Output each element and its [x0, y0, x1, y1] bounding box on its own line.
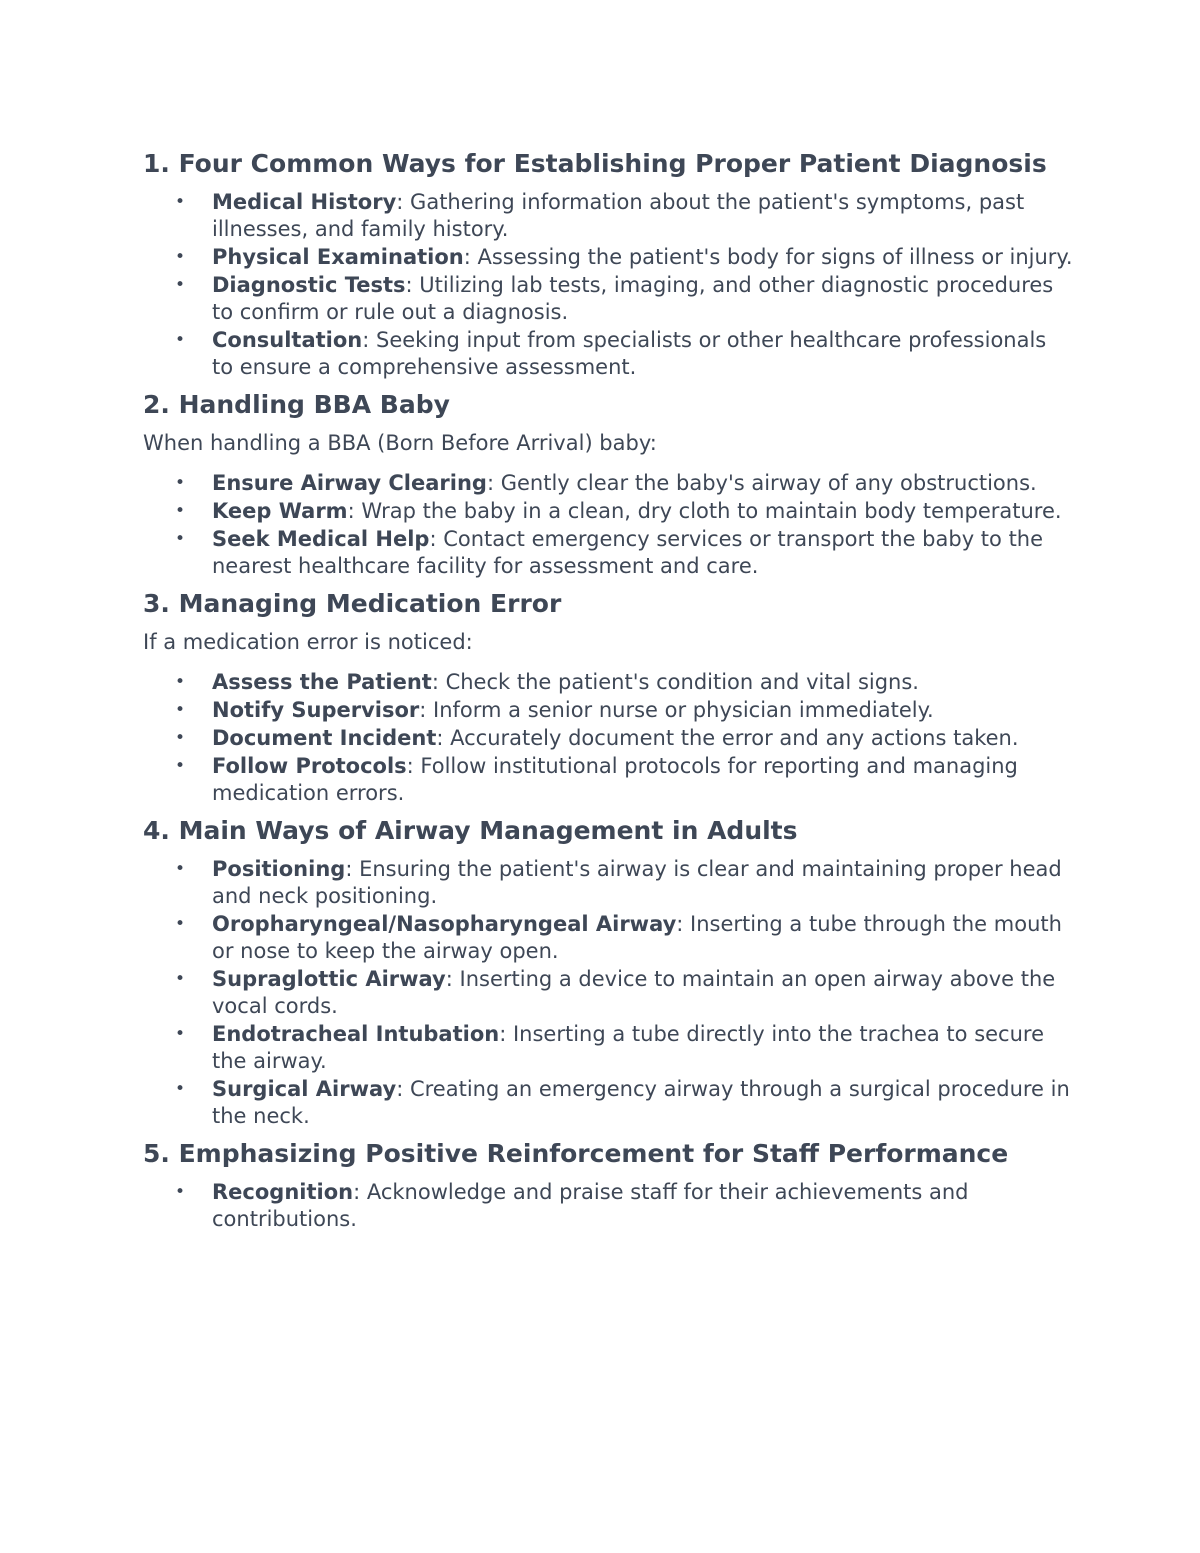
document-page — [143, 145, 1073, 1238]
list-item — [143, 911, 1073, 965]
item-term: Positioning — [212, 857, 346, 881]
item-description: : Gently clear the baby's airway of any obstructions. — [486, 471, 1037, 495]
item-description: : Assessing the patient's body for signs of illness or injury. — [463, 245, 1073, 269]
section-patient-diagnosis — [143, 145, 1073, 381]
section-medication-error — [143, 585, 1073, 807]
section-bba-baby — [143, 386, 1073, 580]
bullet-icon: • — [175, 529, 186, 549]
bullet-list — [143, 856, 1073, 1130]
section-airway-management — [143, 812, 1073, 1130]
item-term: Oropharyngeal/Nasopharyngeal Airway — [212, 912, 677, 936]
item-term: Surgical Airway — [212, 1077, 397, 1101]
item-term: Endotracheal Intubation — [212, 1022, 500, 1046]
item-description: : Utilizing lab tests, imaging, and other diagnostic procedures to confirm or rule out a diagnosis. — [212, 273, 1054, 324]
list-item — [143, 244, 1073, 271]
bullet-icon: • — [175, 914, 186, 934]
bullet-icon: • — [175, 275, 186, 295]
bullet-icon: • — [175, 330, 186, 350]
item-description: : Inserting a device to maintain an open airway above the vocal cords. — [212, 967, 1056, 1018]
bullet-list — [143, 669, 1073, 807]
list-item — [143, 753, 1073, 807]
item-description: : Contact emergency services or transport the baby to the nearest healthcare facility for assessment and care. — [212, 527, 1044, 578]
item-term: Keep Warm — [212, 499, 348, 523]
bullet-icon: • — [175, 473, 186, 493]
list-item — [143, 1179, 1073, 1233]
bullet-icon: • — [175, 1024, 186, 1044]
bullet-icon: • — [175, 1182, 186, 1202]
list-item — [143, 669, 1073, 696]
bullet-icon: • — [175, 700, 186, 720]
bullet-icon: • — [175, 192, 186, 212]
list-item — [143, 1021, 1073, 1075]
list-item — [143, 1076, 1073, 1130]
item-term: Ensure Airway Clearing — [212, 471, 487, 495]
list-item — [143, 470, 1073, 497]
item-term: Diagnostic Tests — [212, 273, 406, 297]
item-term: Supraglottic Airway — [212, 967, 446, 991]
item-term: Medical History — [212, 190, 397, 214]
item-description: : Check the patient's condition and vital signs. — [431, 670, 919, 694]
section-heading: 5. Emphasizing Positive Reinforcement for Staff Performance — [143, 1139, 1009, 1168]
section-heading: 1. Four Common Ways for Establishing Proper Patient Diagnosis — [143, 149, 1047, 178]
bullet-icon: • — [175, 969, 186, 989]
item-description: : Seeking input from specialists or other healthcare professionals to ensure a comprehensive assessment. — [212, 328, 1047, 379]
bullet-icon: • — [175, 247, 186, 267]
list-item — [143, 272, 1073, 326]
item-term: Physical Examination — [212, 245, 464, 269]
item-term: Notify Supervisor — [212, 698, 420, 722]
bullet-list — [143, 1179, 1073, 1233]
item-description: : Wrap the baby in a clean, dry cloth to maintain body temperature. — [347, 499, 1062, 523]
item-description: : Acknowledge and praise staff for their achievements and contributions. — [212, 1180, 969, 1231]
list-item — [143, 697, 1073, 724]
list-item — [143, 526, 1073, 580]
item-term: Consultation — [212, 328, 363, 352]
list-item — [143, 966, 1073, 1020]
bullet-list — [143, 189, 1073, 381]
section-heading: 4. Main Ways of Airway Management in Adults — [143, 816, 798, 845]
item-description: : Inserting a tube through the mouth or nose to keep the airway open. — [212, 912, 1062, 963]
section-intro: If a medication error is noticed: — [143, 630, 473, 654]
section-heading: 2. Handling BBA Baby — [143, 390, 450, 419]
list-item — [143, 189, 1073, 243]
bullet-icon: • — [175, 501, 186, 521]
bullet-icon: • — [175, 756, 186, 776]
list-item — [143, 725, 1073, 752]
item-description: : Accurately document the error and any actions taken. — [436, 726, 1019, 750]
section-positive-reinforcement — [143, 1135, 1073, 1233]
bullet-icon: • — [175, 728, 186, 748]
list-item — [143, 498, 1073, 525]
section-intro: When handling a BBA (Born Before Arrival) baby: — [143, 431, 657, 455]
bullet-icon: • — [175, 672, 186, 692]
bullet-list — [143, 470, 1073, 580]
item-description: : Creating an emergency airway through a surgical procedure in the neck. — [212, 1077, 1070, 1128]
bullet-icon: • — [175, 859, 186, 879]
item-description: : Inserting a tube directly into the trachea to secure the airway. — [212, 1022, 1044, 1073]
item-term: Document Incident — [212, 726, 437, 750]
item-description: : Ensuring the patient's airway is clear and maintaining proper head and neck positioning. — [212, 857, 1062, 908]
bullet-icon: • — [175, 1079, 186, 1099]
item-description: : Follow institutional protocols for reporting and managing medication errors. — [212, 754, 1018, 805]
section-heading: 3. Managing Medication Error — [143, 589, 562, 618]
item-description: : Inform a senior nurse or physician immediately. — [419, 698, 934, 722]
item-term: Recognition — [212, 1180, 354, 1204]
item-term: Seek Medical Help — [212, 527, 430, 551]
item-term: Follow Protocols — [212, 754, 407, 778]
item-description: : Gathering information about the patient's symptoms, past illnesses, and family history. — [212, 190, 1025, 241]
list-item — [143, 327, 1073, 381]
item-term: Assess the Patient — [212, 670, 432, 694]
list-item — [143, 856, 1073, 910]
